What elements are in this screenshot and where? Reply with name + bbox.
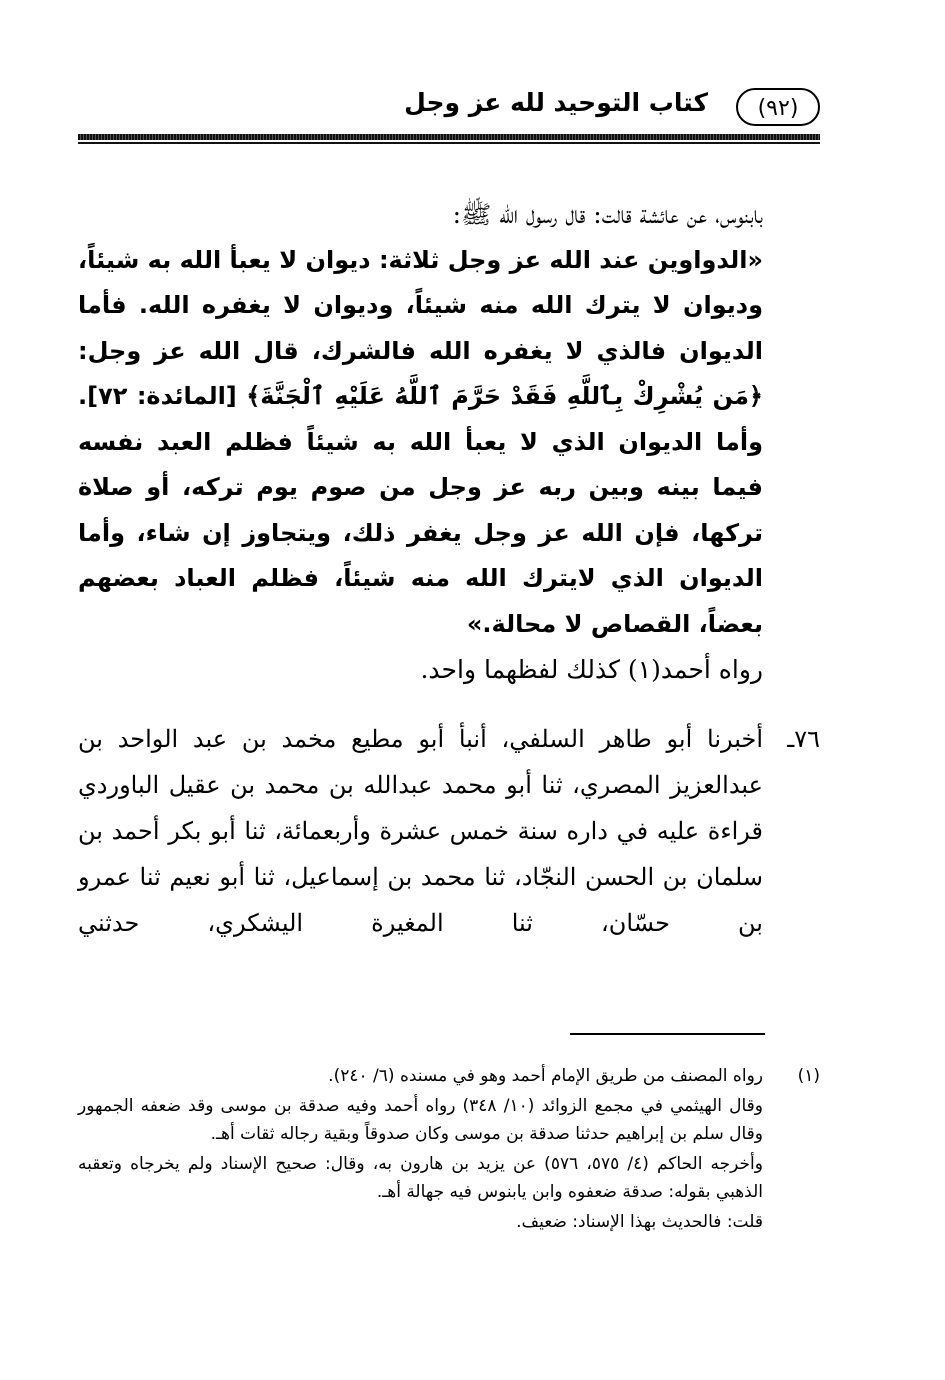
footnote-line: وأخرجه الحاكم (٤/ ٥٧٥، ٥٧٦) عن يزيد بن هارون به، وقال: صحيح الإسناد ولم يخرجاه وتعقبه الذهبي بقوله: صدقة ضعفوه وابن يابنوس فيه جهالة أهـ. — [78, 1153, 763, 1202]
header-rule-thin — [78, 142, 820, 144]
footnote-marker: (١) — [797, 1066, 820, 1086]
footnote-body — [78, 1062, 763, 1236]
book-title: كتاب التوحيد لله عز وجل — [404, 88, 708, 117]
main-text — [78, 192, 763, 693]
header-rule-thick — [78, 134, 820, 140]
narration-line: رواه أحمد(١) كذلك لفظهما واحد. — [420, 655, 763, 684]
entry-text: أخبرنا أبو طاهر السلفي، أنبأ أبو مطيع مخمد بن عبد الواحد بن عبدالعزيز المصري، ثنا أبو محمد عبدالله بن محمد بن عقيل الباوردي قراءة عليه في داره سنة خمس عشرة وأربعمائة، ثنا أبو بكر أحمد بن سلمان بن الحسن النجّاد، ثنا محمد بن إسماعيل، ثنا أبو نعيم ثنا عمرو بن حسّان، ثنا المغيرة اليشكري، حدثني — [78, 725, 764, 937]
footnotes — [78, 1062, 820, 1237]
page-number: (٩٢) — [736, 88, 820, 126]
hadith-text: «الدواوين عند الله عز وجل ثلاثة: ديوان لا يعبأ الله به شيئاً، وديوان لا يترك الله منه شيئاً، وديوان لا يغفره الله. فأما الديوان فالذي لا يغفره الله فالشرك، قال الله عز وجل: ﴿مَن يُشْرِكْ بِٱللَّهِ فَقَدْ حَرَّمَ ٱللَّهُ عَلَيْهِ ٱلْجَنَّةَ﴾ [المائدة: ٧٢]. وأما الديوان الذي لا يعبأ الله به شيئاً فظلم العبد نفسه فيما بينه وبين ربه عز وجل من صوم يوم تركه، أو صلاة تركها، فإن الله عز وجل يغفر ذلك، ويتجاوز إن شاء، وأما الديوان الذي لايترك الله منه شيئاً، فظلم العباد بعضهم بعضاً، القصاص لا محالة.» — [78, 245, 763, 638]
intro-line: بابنوس، عن عائشة قالت: قال رسول الله ﷺ: — [452, 200, 763, 229]
hadith-entry-76 — [78, 716, 820, 946]
footnote-line: وقال الهيثمي في مجمع الزوائد (١٠/ ٣٤٨) رواه أحمد وفيه صدقة بن موسى وقد ضعفه الجمهور وقال سلم بن إبراهيم حدثنا صدقة بن موسى وكان صدوقاً وبقية رجاله ثقات أهـ. — [78, 1095, 764, 1144]
page-header — [78, 78, 820, 148]
footnote-separator — [570, 1033, 765, 1035]
footnote-line: رواه المصنف من طريق الإمام أحمد وهو في مسنده (٦/ ٢٤٠). — [328, 1066, 763, 1086]
entry-number: ٧٦ـ — [787, 725, 820, 753]
footnote-line: قلت: فالحديث بهذا الإسناد: ضعيف. — [516, 1211, 763, 1232]
